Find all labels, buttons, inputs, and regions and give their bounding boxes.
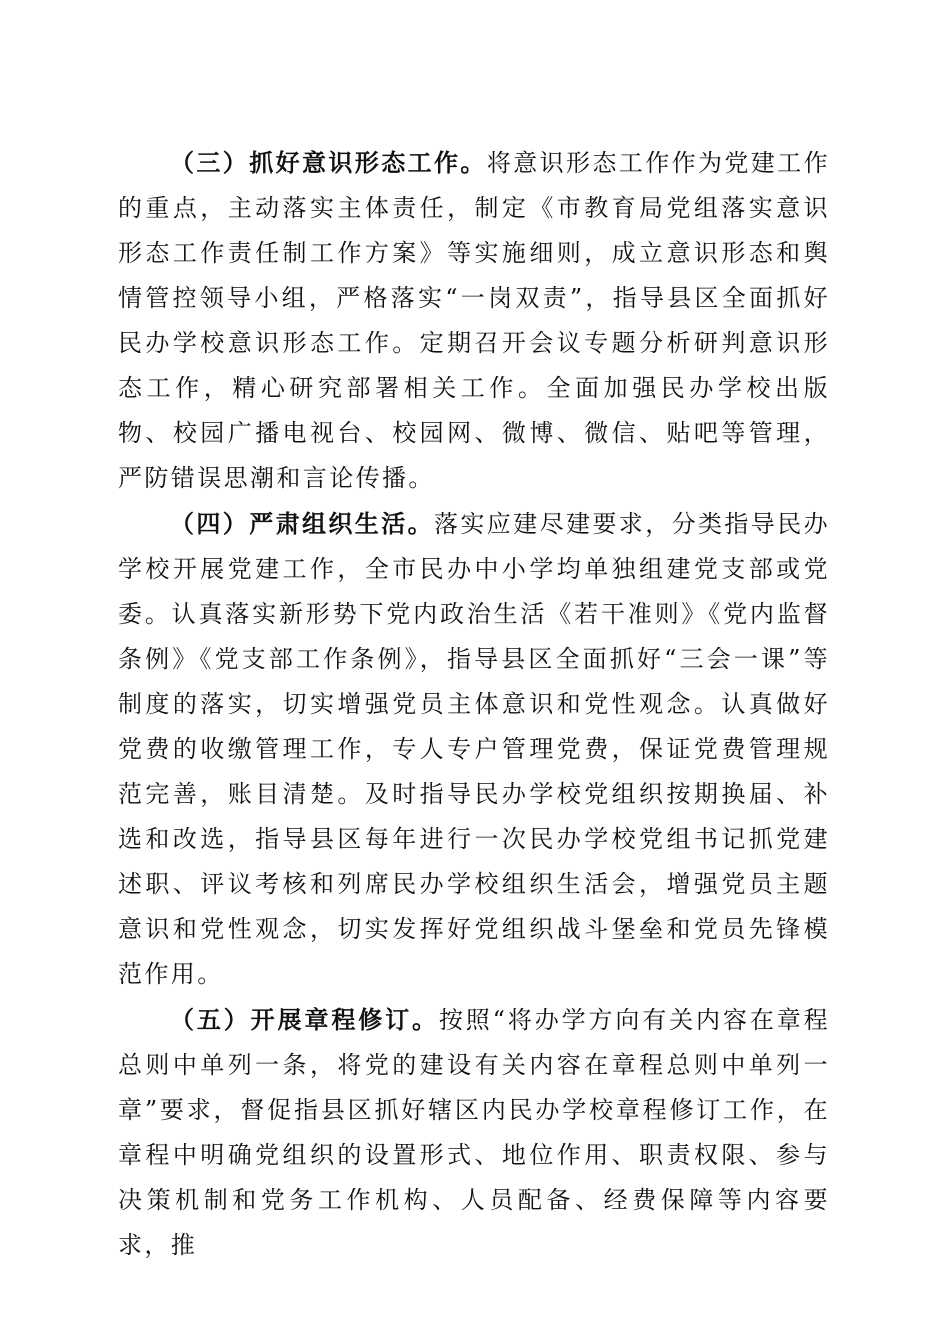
paragraph-charter-revision <box>118 997 830 1268</box>
paragraph-ideology-work <box>118 140 830 501</box>
paragraph-organization-life <box>118 501 830 997</box>
paragraph-text: 落实应建尽建要求，分类指导民办学校开展党建工作，全市民办中小学均单独组建党支部或党委。认真落实新形势下党内政治生活《若干准则》《党内监督条例》《党支部工作条例》，指导县区全面抓好“三会一课”等制度的落实，切实增强党员主体意识和党性观念。认真做好党费的收缴管理工作，专人专户管理党费，保证党费管理规范完善，账目清楚。及时指导民办学校党组织按期换届、补选和改选，指导县区每年进行一次民办学校党组书记抓党建述职、评议考核和列席民办学校组织生活会，增强党员主题意识和党性观念，切实发挥好党组织战斗堡垒和党员先锋模范作用。 <box>118 510 830 988</box>
paragraph-heading: （三）抓好意识形态工作。 <box>170 148 487 177</box>
paragraph-heading: （五）开展章程修订。 <box>170 1005 439 1034</box>
document-body <box>118 140 830 1268</box>
paragraph-heading: （四）严肃组织生活。 <box>170 509 434 538</box>
paragraph-text: 将意识形态工作作为党建工作的重点，主动落实主体责任，制定《市教育局党组落实意识形态工作责任制工作方案》等实施细则，成立意识形态和舆情管控领导小组，严格落实“一岗双责”，指导县区全面抓好民办学校意识形态工作。定期召开会议专题分析研判意识形态工作，精心研究部署相关工作。全面加强民办学校出版物、校园广播电视台、校园网、微博、微信、贴吧等管理，严防错误思潮和言论传播。 <box>118 149 831 492</box>
paragraph-text: 按照“将办学方向有关内容在章程总则中单列一条，将党的建设有关内容在章程总则中单列一章”要求，督促指县区抓好辖区内民办学校章程修订工作，在章程中明确党组织的设置形式、地位作用、职责权限、参与决策机制和党务工作机构、人员配备、经费保障等内容要求，推 <box>118 1006 830 1259</box>
